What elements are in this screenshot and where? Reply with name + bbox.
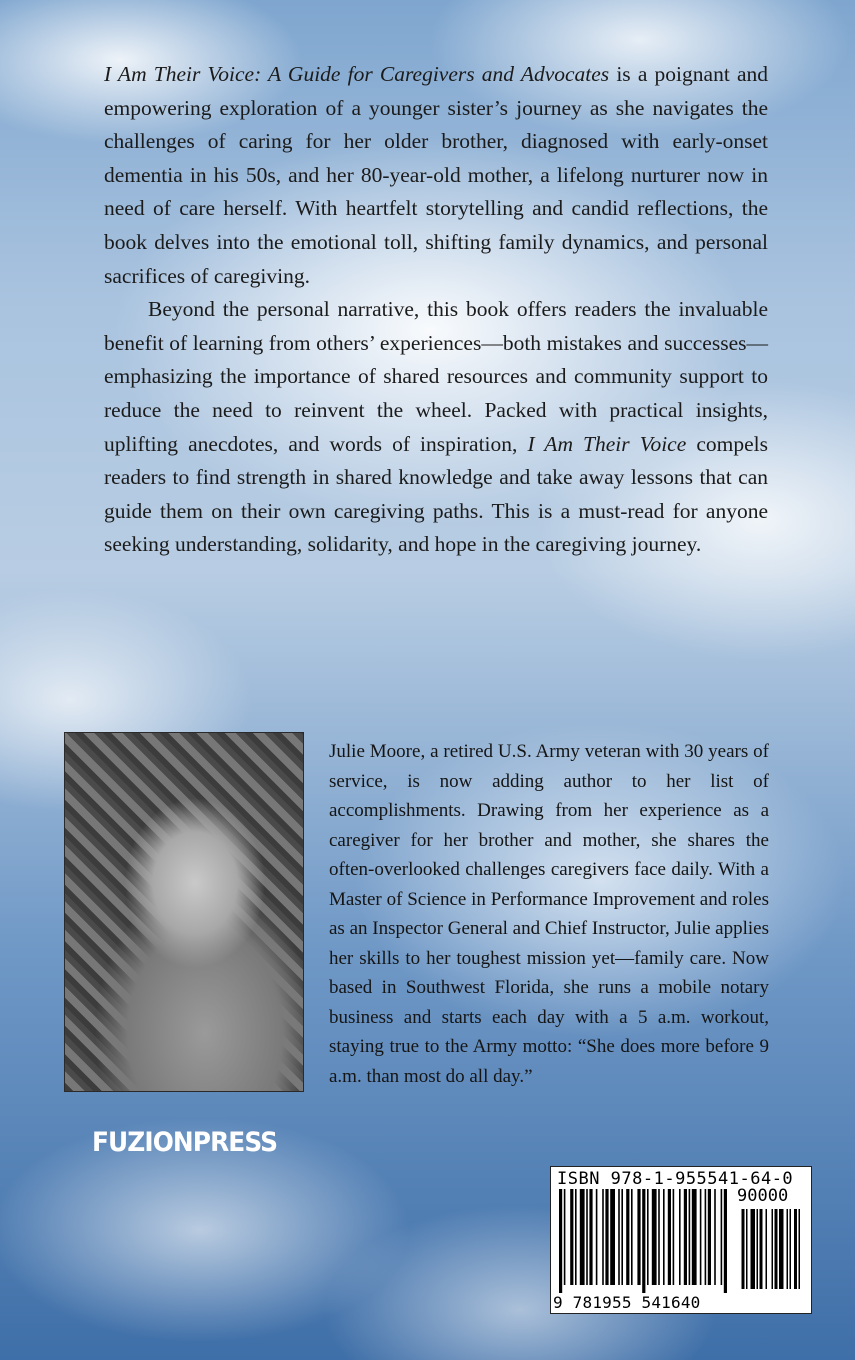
author-photo — [64, 732, 304, 1092]
description-text-1: is a poignant and empowering exploration of a younger sister’s journey as she navigates the challenges of caring for her older brother, diagnosed with early-onset dementia in his 50s, and her 80-year-old mother, a lifelong nurturer now in need of care herself. With heartfelt storytelling and candid reflections, the book delves into the emotional toll, shifting family dynamics, and personal sacrifices of caregiving. — [104, 62, 768, 288]
isbn-label: ISBN 978-1-955541-64-0 — [557, 1169, 794, 1189]
book-title-italic: I Am Their Voice: A Guide for Caregivers and Advocates — [104, 62, 610, 86]
isbn-barcode — [550, 1166, 812, 1314]
description-text-2b: compels readers to find strength in shared knowledge and take away lessons that can guide them on their own caregiving paths. This is a must-read for anyone seeking understanding, solidarity, and hope in the caregiving journey. — [104, 431, 768, 557]
price-code: 90000 — [737, 1186, 789, 1206]
book-title-short-italic: I Am Their Voice — [527, 431, 687, 456]
ean-digits: 9 781955 541640 — [553, 1293, 701, 1312]
description-paragraph-2 — [104, 293, 768, 562]
publisher-logo: FUZIONPRESS — [92, 1127, 278, 1158]
author-bio: Julie Moore, a retired U.S. Army veteran with 30 years of service, is now adding author to her list of accomplishments. Drawing from her experience as a caregiver for her brother and mother, she shares the often-overlooked challenges caregivers face daily. With a Master of Science in Performance Improvement and roles as an Inspector General and Chief Instructor, Julie applies her skills to her toughest mission yet—family care. Now based in Southwest Florida, she runs a mobile notary business and starts each day with a 5 a.m. workout, staying true to the Army motto: “She does more before 9 a.m. than most do all day.” — [329, 741, 769, 1087]
back-cover-description — [104, 58, 768, 562]
description-paragraph-1 — [104, 58, 768, 293]
description-text-2a: Beyond the personal narrative, this book offers readers the invaluable benefit of learning from others’ experiences—both mistakes and successes—emphasizing the importance of shared resources and community support to reduce the need to reinvent the wheel. Packed with practical insights, uplifting anecdotes, and words of inspiration, — [104, 297, 768, 456]
